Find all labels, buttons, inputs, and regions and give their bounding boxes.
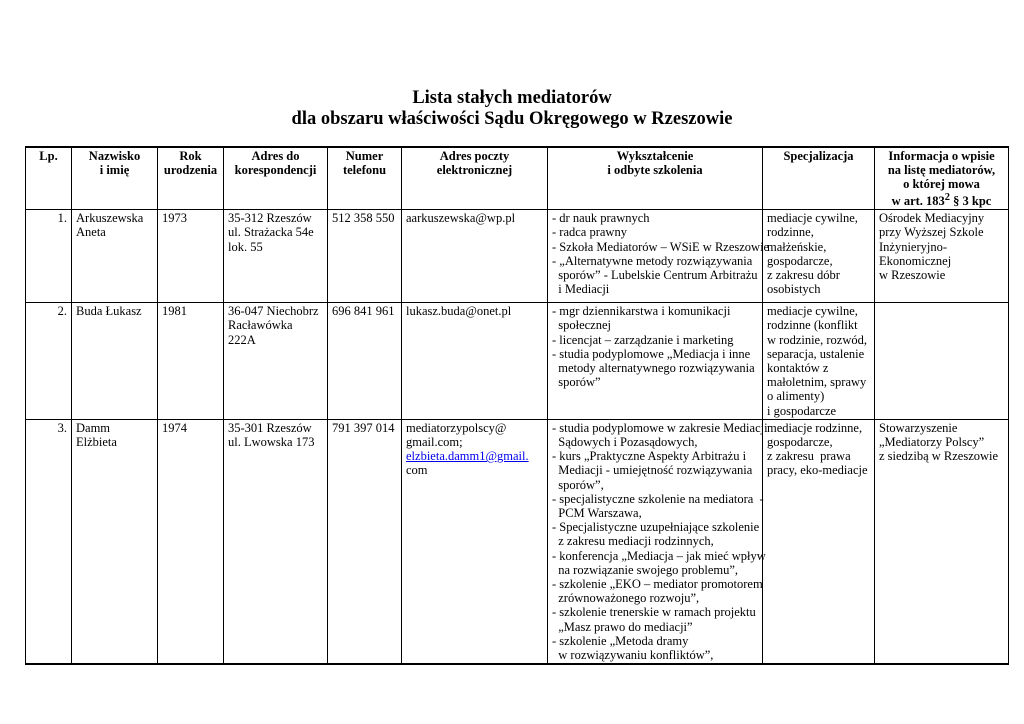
education-line: - Specjalistyczne uzupełniające szkolenie (552, 520, 760, 535)
cell-address: 35-312 Rzeszów ul. Strażacka 54e lok. 55 (224, 210, 328, 303)
info-header-suffix: § 3 kpc (950, 194, 992, 209)
cell-phone: 791 397 014 (328, 419, 402, 664)
cell-birth-year: 1973 (158, 210, 224, 303)
education-line: „Masz prawo do mediacji” (552, 619, 693, 634)
cell-email (402, 210, 548, 303)
education-line: - radca prawny (552, 225, 627, 240)
cell-address: 36-047 Niechobrz Racławówka 222A (224, 303, 328, 420)
cell-name: Buda Łukasz (72, 303, 158, 420)
education-line: społecznej (552, 318, 612, 333)
col-header-registration-info (875, 147, 1009, 210)
education-line: - specjalistyczne szkolenie na mediatora - (552, 491, 764, 506)
document-title (0, 88, 1024, 130)
education-line: zrównoważonego rozwoju”, (552, 591, 700, 606)
education-line: - dr nauk prawnych (552, 211, 650, 226)
education-line: PCM Warszawa, (552, 506, 642, 520)
cell-lp: 2. (26, 303, 72, 420)
col-header-name: Nazwisko i imię (72, 147, 158, 210)
cell-lp: 3. (26, 419, 72, 664)
education-line: - „Alternatywne metody rozwiązywania (552, 253, 753, 268)
education-line: - kurs „Praktyczne Aspekty Arbitrażu i (552, 449, 747, 464)
education-line: - licencjat – zarządzanie i marketing (552, 332, 734, 347)
cell-phone: 696 841 961 (328, 303, 402, 420)
education-line: - mgr dziennikarstwa i komunikacji (552, 304, 731, 319)
cell-address: 35-301 Rzeszów ul. Lwowska 173 (224, 419, 328, 664)
table-row (26, 303, 1009, 420)
title-line-1: Lista stałych mediatorów (412, 88, 612, 108)
col-header-education: Wykształcenie i odbyte szkolenia (548, 147, 763, 210)
title-line-2: dla obszaru właściwości Sądu Okręgowego w Rzeszowie (291, 109, 733, 129)
cell-birth-year: 1981 (158, 303, 224, 420)
col-header-address: Adres do korespondencji (224, 147, 328, 210)
table-row (26, 419, 1009, 664)
email-text: aarkuszewska@wp.pl (406, 211, 516, 226)
cell-specialization: mediacje rodzinne, gospodarcze, z zakresu prawa pracy, eko-mediacje (763, 419, 875, 664)
cell-specialization: mediacje cywilne, rodzinne (konflikt w rodzinie, rozwód, separacja, ustalenie kontaktów z małoletnim, sprawy o alimenty) i gospodarcze (763, 303, 875, 420)
cell-registration-info (875, 303, 1009, 420)
col-header-specialization: Specjalizacja (763, 147, 875, 210)
col-header-lp: Lp. (26, 147, 72, 210)
education-line: z zakresu mediacji rodzinnych, (552, 534, 714, 549)
education-line: - szkolenie „Metoda dramy (552, 633, 689, 648)
education-line: sporów” (552, 375, 601, 390)
col-header-email: Adres poczty elektronicznej (402, 147, 548, 210)
email-text: lukasz.buda@onet.pl (406, 304, 512, 319)
mediators-table (25, 146, 1009, 665)
education-line: w rozwiązywaniu konfliktów”, (552, 648, 714, 663)
cell-education (548, 210, 770, 303)
cell-birth-year: 1974 (158, 419, 224, 664)
education-line: na rozwiązanie swojego problemu”, (552, 562, 739, 577)
cell-email (402, 303, 548, 420)
table-row (26, 210, 1009, 303)
info-header-superscript: 2 (944, 192, 950, 203)
education-line: Mediacji - umiejętność rozwiązywania (552, 463, 753, 478)
cell-name: Damm Elżbieta (72, 419, 158, 664)
info-header-text: Informacja o wpisie na listę mediatorów, o której mowa w art. 183 (887, 149, 996, 209)
email-text-continued: com (406, 463, 428, 478)
cell-education (548, 419, 768, 664)
table-header-row (26, 147, 1009, 210)
education-line: Sądowych i Pozasądowych, (552, 434, 698, 449)
education-line: - szkolenie trenerskie w ramach projektu (552, 605, 756, 620)
education-line: i Mediacji (552, 282, 610, 297)
cell-phone: 512 358 550 (328, 210, 402, 303)
email-text: mediatorzypolscy@ gmail.com; (406, 420, 507, 449)
cell-registration-info: Ośrodek Mediacyjny przy Wyższej Szkole Inżynieryjno- Ekonomicznej w Rzeszowie (875, 210, 1009, 303)
education-line: - studia podyplomowe w zakresie Mediacji (552, 420, 768, 435)
col-header-phone: Numer telefonu (328, 147, 402, 210)
cell-education (548, 303, 763, 420)
education-line: metody alternatywnego rozwiązywania (552, 360, 755, 375)
cell-name: Arkuszewska Aneta (72, 210, 158, 303)
education-line: - szkolenie „EKO – mediator promotorem (552, 577, 763, 592)
col-header-birth-year: Rok urodzenia (158, 147, 224, 210)
email-link[interactable]: elzbieta.damm1@gmail. (406, 449, 529, 464)
cell-lp: 1. (26, 210, 72, 303)
cell-specialization: mediacje cywilne, rodzinne, małżeńskie, gospodarcze, z zakresu dóbr osobistych (763, 210, 875, 303)
education-line: - Szkoła Mediatorów – WSiE w Rzeszowie (552, 239, 770, 254)
cell-registration-info: Stowarzyszenie „Mediatorzy Polscy” z siedzibą w Rzeszowie (875, 419, 1009, 664)
education-line: - konferencja „Mediacja – jak mieć wpływ (552, 548, 766, 563)
education-line: sporów” - Lubelskie Centrum Arbitrażu (552, 267, 758, 282)
education-line: sporów”, (552, 477, 604, 492)
education-line: - studia podyplomowe „Mediacja i inne (552, 346, 751, 361)
cell-email (402, 419, 548, 664)
